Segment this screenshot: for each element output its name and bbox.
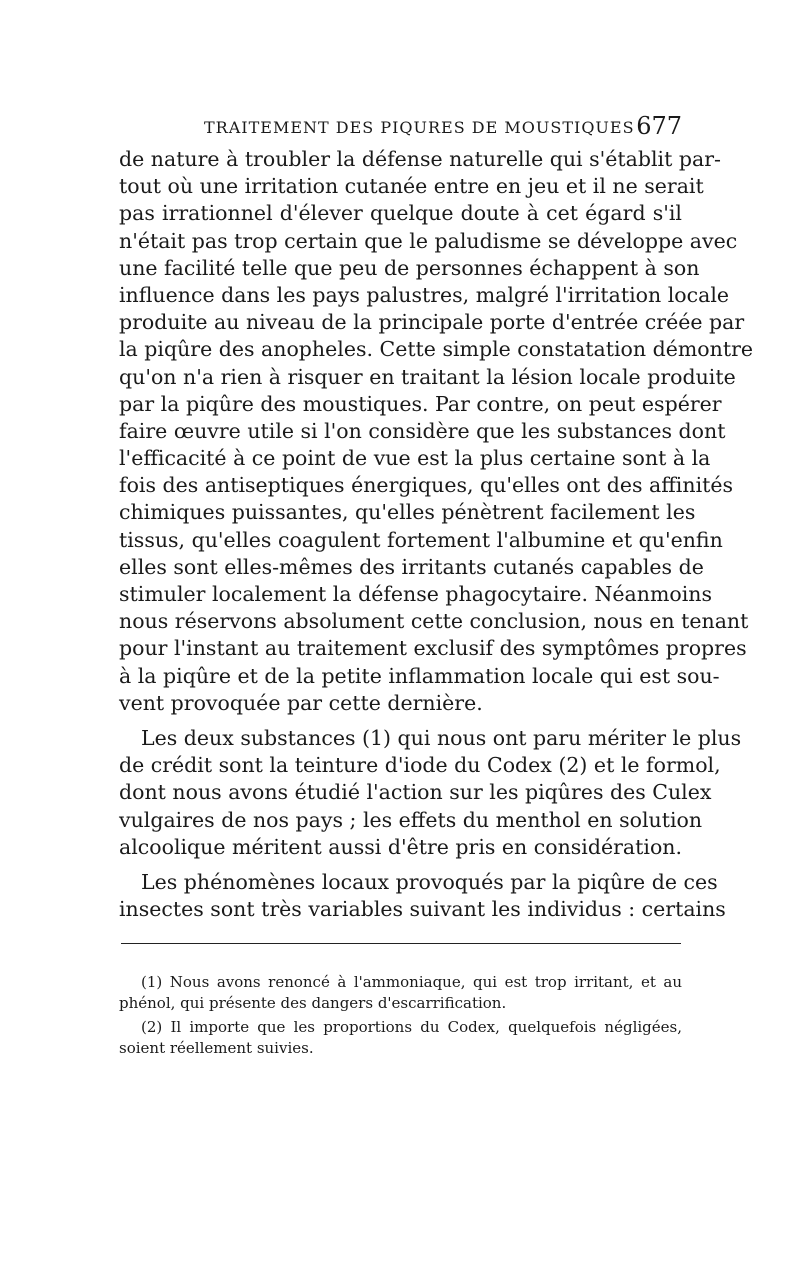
footnotes	[119, 972, 682, 1058]
text-line: vent provoquée par cette dernière.	[119, 690, 483, 715]
text-line: la piqûre des anopheles. Cette simple constatation démontre	[119, 337, 754, 362]
text-line: chimiques puissantes, qu'elles pénètrent facilement les	[119, 500, 696, 525]
footnote-line: soient réellement suivies.	[119, 1038, 314, 1057]
text-line: qu'on n'a rien à risquer en traitant la lésion locale produite	[119, 364, 736, 389]
text-line: pour l'instant au traitement exclusif des symptômes propres	[119, 636, 747, 661]
page-number: 677	[636, 112, 682, 140]
text-line: dont nous avons étudié l'action sur les piqûres des Culex	[119, 780, 712, 805]
text-line: insectes sont très variables suivant les individus : certains	[119, 897, 726, 922]
paragraph-start-line: Les deux substances (1) qui nous ont paru mériter le plus	[141, 725, 742, 750]
text-line: pas irrationnel d'élever quelque doute à cet égard s'il	[119, 201, 682, 226]
text-line: n'était pas trop certain que le paludisme se développe avec	[119, 228, 738, 253]
footnote-line: (1) Nous avons renoncé à l'ammoniaque, qui est trop irritant, et au	[141, 973, 682, 991]
paragraph-start-line: Les phénomènes locaux provoqués par la piqûre de ces	[141, 869, 718, 894]
text-line: à la piqûre et de la petite inflammation locale qui est sou-	[119, 663, 720, 688]
footnote-divider	[121, 943, 681, 944]
text-line: tout où une irritation cutanée entre en jeu et il ne serait	[119, 174, 704, 199]
text-line: par la piqûre des moustiques. Par contre, on peut espérer	[119, 391, 722, 416]
text-line: faire œuvre utile si l'on considère que les substances dont	[119, 418, 726, 443]
text-line: l'efficacité à ce point de vue est la plus certaine sont à la	[119, 446, 711, 471]
text-line: de crédit sont la teinture d'iode du Codex (2) et le formol,	[119, 753, 721, 778]
footnote-line: phénol, qui présente des dangers d'escarrification.	[119, 993, 507, 1012]
text-line: une facilité telle que peu de personnes échappent à son	[119, 255, 700, 280]
text-line: nous réservons absolument cette conclusion, nous en tenant	[119, 609, 749, 634]
running-header	[120, 112, 682, 142]
text-line: vulgaires de nos pays ; les effets du menthol en solution	[119, 807, 703, 832]
text-line: tissus, qu'elles coagulent fortement l'albumine et qu'enfin	[119, 527, 723, 552]
text-line: produite au niveau de la principale porte d'entrée créée par	[119, 310, 745, 335]
text-line: stimuler localement la défense phagocytaire. Néanmoins	[119, 582, 713, 606]
text-line: fois des antiseptiques énergiques, qu'elles ont des affinités	[119, 473, 734, 498]
text-line: alcoolique méritent aussi d'être pris en considération.	[119, 834, 682, 859]
text-line: influence dans les pays palustres, malgré l'irritation locale	[119, 282, 730, 307]
text-line: de nature à troubler la défense naturelle qui s'établit par-	[119, 147, 721, 171]
text-line: elles sont elles-mêmes des irritants cutanés capables de	[119, 554, 704, 579]
running-title: TRAITEMENT DES PIQURES DE MOUSTIQUES	[204, 118, 635, 137]
body-text	[119, 146, 754, 923]
footnote-line: (2) Il importe que les proportions du Codex, quelquefois négligées,	[141, 1018, 682, 1036]
